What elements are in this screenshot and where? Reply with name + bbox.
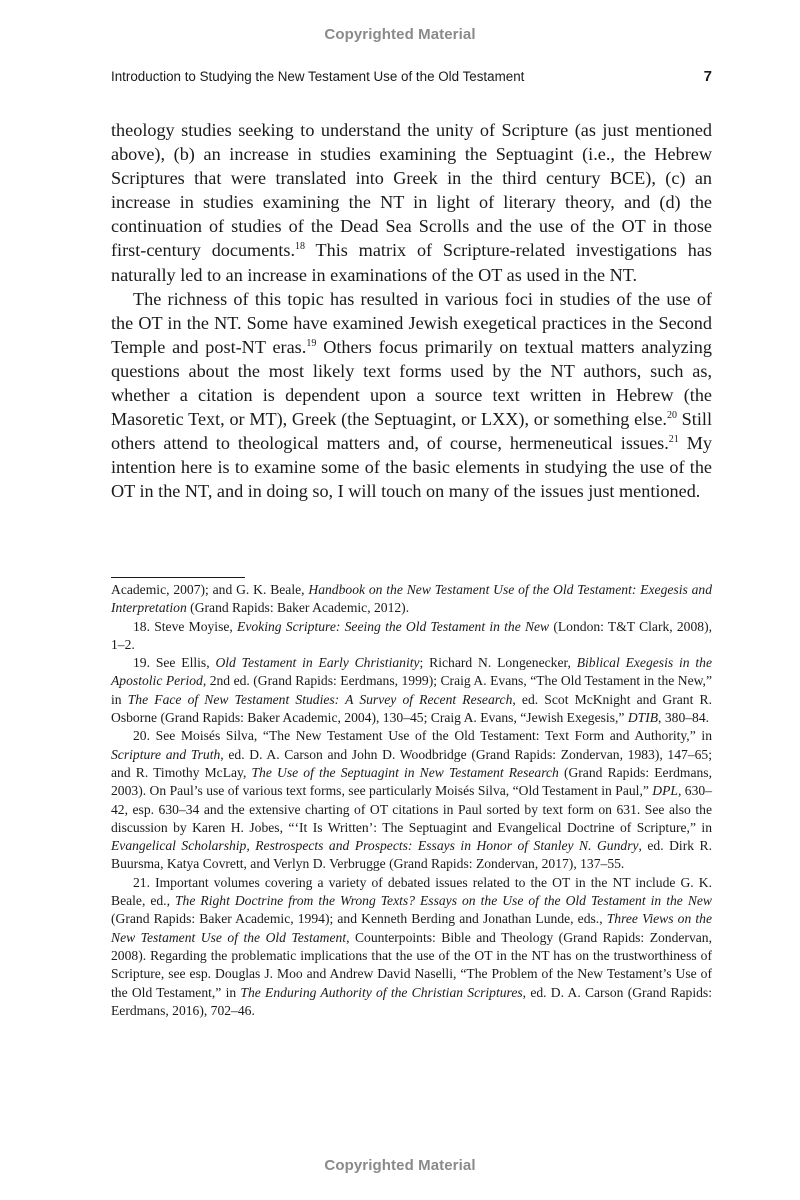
text-run: , ed. Scot McKnight and Grant R. Osborne (Grand Rapids: Baker Academic, 2004), 130–45; Craig A. Evans, “Jewish Exegesis,”: [111, 691, 712, 726]
body-text: [111, 118, 712, 504]
text-run: , 380–84.: [658, 710, 710, 726]
text-run: 19. See Ellis,: [133, 655, 216, 671]
italic-title: Three Views on the New Testament Use of the Old Testament: [111, 911, 712, 945]
page-number: 7: [703, 68, 712, 85]
footnote-reference[interactable]: 20: [666, 410, 677, 422]
text-run: My intention here is to examine some of the basic elements in studying the use of the OT in the NT, and in doing so, I will touch on many of the issues just mentioned.: [111, 433, 712, 502]
italic-title: Evoking Scripture: Seeing the Old Testament in the New: [237, 618, 550, 634]
italic-title: The Right Doctrine from the Wrong Texts? Essays on the Use of the Old Testament in the New: [175, 893, 712, 909]
footnote-21: [111, 874, 712, 1020]
text-run: (London: T&T Clark, 2008), 1–2.: [111, 618, 712, 652]
copyright-watermark-top: Copyrighted Material: [324, 26, 476, 43]
text-run: , ed. D. A. Carson and John D. Woodbridge (Grand Rapids: Zondervan, 1983), 147–65; and R. Timothy McLay,: [111, 746, 712, 780]
text-run: This matrix of Scripture-related investigations has naturally led to an increase in examinations of the OT as used in the NT.: [111, 240, 713, 285]
text-run: (Grand Rapids: Baker Academic, 2012).: [186, 600, 410, 616]
footnote-19: [111, 654, 712, 727]
italic-title: Old Testament in Early Christianity: [215, 655, 420, 671]
footnote-reference[interactable]: 21: [668, 434, 679, 446]
text-run: , ed. Dirk R. Buursma, Katya Covrett, and Verlyn D. Verbrugge (Grand Rapids: Zondervan, 2017), 137–55.: [111, 838, 712, 872]
footnote-reference[interactable]: 18: [295, 241, 306, 253]
text-run: , 630–42, esp. 630–34 and the extensive charting of OT citations in Paul sorted by text form on 631. See also the discussion by Karen H. Jobes, “‘It Is Written’: The Septuagint and Evangelical Doctrine of Scripture,” in: [111, 783, 712, 835]
text-run: Academic, 2007); and G. K. Beale,: [111, 582, 309, 597]
text-run: (Grand Rapids: Baker Academic, 1994); and Kenneth Berding and Jonathan Lunde, eds.,: [111, 911, 607, 927]
text-run: , ed. D. A. Carson (Grand Rapids: Eerdmans, 2016), 702–46.: [111, 984, 712, 1018]
italic-title: The Use of the Septuagint in New Testament Research: [251, 764, 559, 780]
italic-title: Scripture and Truth: [111, 746, 221, 762]
italic-title: DTIB: [627, 710, 659, 726]
footnote-reference[interactable]: 19: [306, 337, 317, 349]
running-head: [111, 68, 712, 85]
text-run: Still others attend to theological matters and, of course, hermeneutical issues.: [111, 409, 713, 454]
text-run: The richness of this topic has resulted in various foci in studies of the use of the OT in the NT. Some have examined Jewish exegetical practices in the Second Temple and post-NT eras.: [111, 288, 712, 357]
body-paragraph: [111, 287, 712, 504]
text-run: 21. Important volumes covering a variety of debated issues related to the OT in the NT include G. K. Beale, ed.,: [111, 874, 712, 909]
footnote-20: [111, 727, 712, 873]
text-run: , 2nd ed. (Grand Rapids: Eerdmans, 1999); Craig A. Evans, “The Old Testament in the New,” in: [111, 673, 712, 707]
footnote-18: [111, 618, 712, 655]
italic-title: Biblical Exegesis in the Apostolic Period: [111, 655, 712, 689]
text-run: theology studies seeking to understand the unity of Scripture (as just mentioned above), (b) an increase in studies examining the Septuagint (i.e., the Hebrew Scriptures that were translated into Greek in the third century BCE), (c) an increase in studies examining the NT in light of literary theory, and (d) the continuation of studies of the Dead Sea Scrolls and the use of the OT in those first-century documents.: [111, 120, 712, 261]
footnotes: [111, 581, 712, 1020]
text-run: (Grand Rapids: Eerdmans, 2003). On Paul’s use of various text forms, see particularly Moisés Silva, “Old Testament in Paul,”: [111, 764, 712, 799]
italic-title: The Enduring Authority of the Christian Scriptures: [240, 984, 523, 1000]
body-paragraph: [111, 118, 712, 287]
italic-title: Evangelical Scholarship, Restrospects and Prospects: Essays in Honor of Stanley N. Gundry: [111, 838, 639, 854]
copyright-watermark-bottom: Copyrighted Material: [324, 1157, 476, 1174]
running-head-title: Introduction to Studying the New Testament Use of the Old Testament: [111, 69, 525, 84]
text-run: Others focus primarily on textual matters analyzing questions about the most likely text forms used by the NT authors, such as, whether a citation is dependent upon a source text written in Hebrew (the Masoretic Text, or MT), Greek (the Septuagint, or LXX), or something else.: [111, 336, 712, 430]
text-run: ; Richard N. Longenecker,: [419, 655, 577, 671]
text-run: 18. Steve Moyise,: [133, 618, 238, 634]
italic-title: DPL: [652, 783, 678, 799]
italic-title: The Face of New Testament Studies: A Survey of Recent Research: [127, 691, 513, 707]
text-run: , Counterpoints: Bible and Theology (Grand Rapids: Zondervan, 2008). Regarding the problematic implications that the use of the OT in the NT has on the trustworthiness of Scripture, see esp. Douglas J. Moo and Andrew David Naselli, “The Problem of the New Testament’s Use of the Old Testament,” in: [111, 929, 712, 1000]
footnote-continued: [111, 581, 712, 618]
footnote-rule: [111, 577, 245, 578]
italic-title: Handbook on the New Testament Use of the Old Testament: Exegesis and Interpretation: [111, 582, 713, 616]
text-run: 20. See Moisés Silva, “The New Testament Use of the Old Testament: Text Form and Authority,” in: [133, 728, 712, 744]
